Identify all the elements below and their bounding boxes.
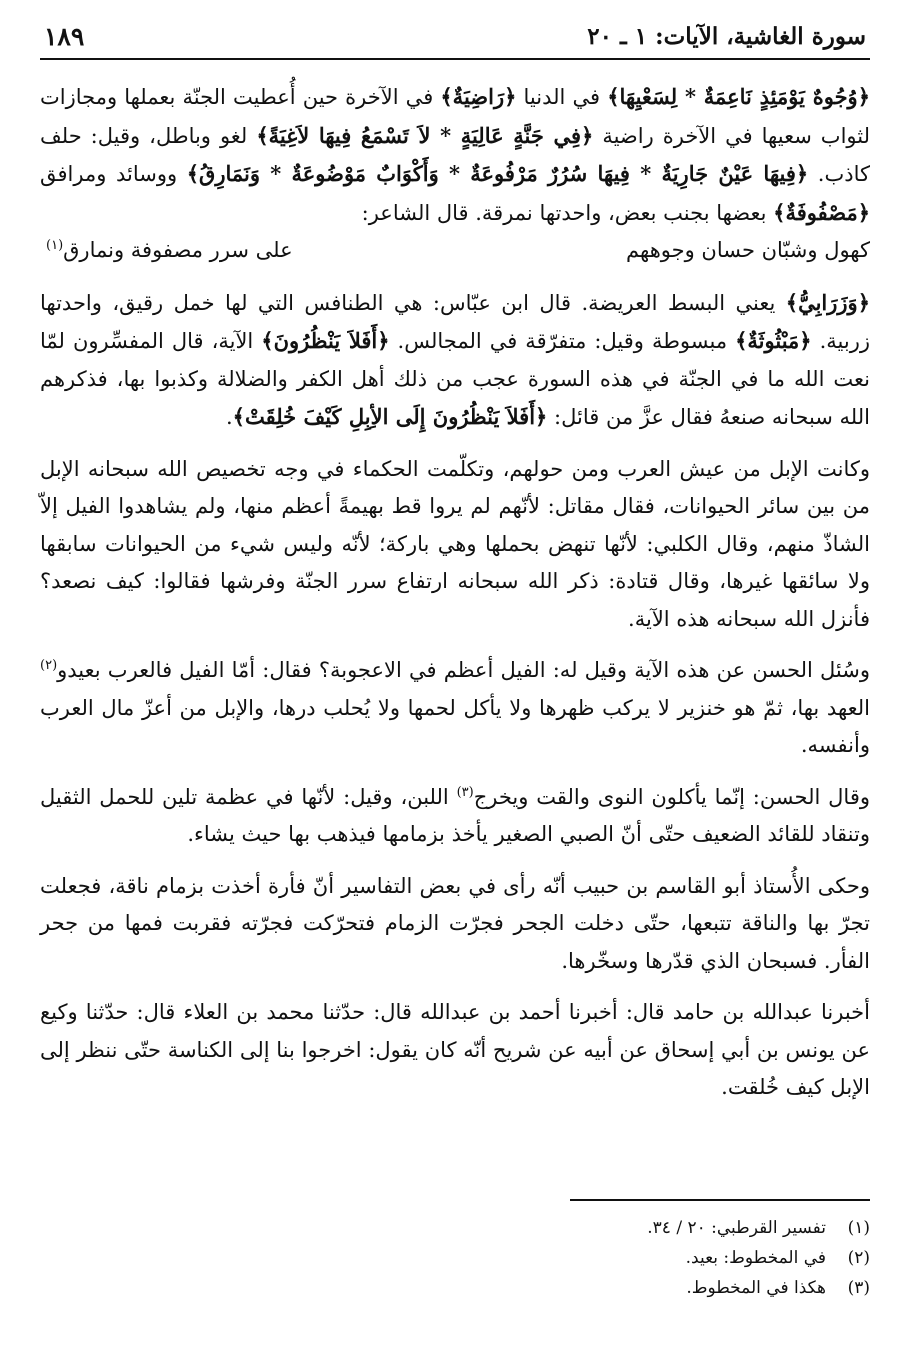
paragraph-6: وحكى الأُستاذ أبو القاسم بن حبيب أنّه رأى في بعض التفاسير أنّ فأرة أخذت بزمام ناقة، فجعلت تجرّ بها والناقة تتبعها، حتّى دخلت الجحر فجرّت الزمام فتحرّكت فجرّته فقربت فمها من جحر الفأر. فسبحان الذي قدّرها وسخّرها.: [40, 873, 870, 973]
quran-verse: ﴿مَبْثُوثَةٌ﴾: [735, 328, 812, 353]
quran-verse: ﴿مَصْفُوفَةٌ﴾: [773, 199, 870, 225]
paragraph-1: [40, 78, 870, 232]
commentary-text: مبسوطة وقيل: متفرّقة في المجالس.: [389, 329, 736, 353]
footnote-ref[interactable]: (٣): [456, 784, 474, 800]
commentary-text: اللبن، وقيل: لأنّها في عظمة تلين للحمل الثقيل وتنقاد للقائد الضعيف حتّى أنّ الصبي الصغير يأخذ بزمامها فيذهب بها حيث يشاء.: [40, 784, 870, 846]
commentary-text: في الآخرة حين أُعطيت الجنّة بعملها ومجازات لثواب سعيها في الآخرة راضية: [40, 85, 870, 148]
footnote-text: هكذا في المخطوط.: [686, 1278, 826, 1298]
paragraph-7: أخبرنا عبدالله بن حامد قال: أخبرنا أحمد بن عبدالله قال: حدّثنا محمد بن العلاء قال: حدّثنا وكيع عن يونس بن أبي إسحاق عن أبيه عن شريح أنّه كان يقول: اخرجوا بنا إلى الكناسة حتّى ننظر إلى الإبل كيف خُلقت.: [40, 1000, 870, 1099]
footnote-ref[interactable]: (١): [46, 238, 64, 253]
commentary-text: الآية، قال المفسِّرون لمّا نعت الله ما في الجنّة في هذه السورة عجب من ذلك أهل الكفر والضلالة وكذبوا بها، فذكرهم الله سبحانه صنعهُ فقال عزَّ من قائل:: [40, 329, 870, 429]
commentary-text: لغو وباطل، وقيل: حلف كاذب.: [40, 123, 870, 186]
poem-first-hemistich: كهول وشبّان حسان وجوههم: [626, 238, 870, 262]
quran-verse: ﴿أَفَلاَ يَنْظُرُونَ إِلَى الأِبِلِ كَيْفَ خُلِقَتْ﴾: [232, 404, 548, 429]
footnote-1: [40, 1213, 870, 1243]
paragraph-2: [40, 284, 870, 437]
footnote-number: (٣): [847, 1278, 870, 1298]
quran-verse: ﴿فِيهَا عَيْنٌ جَارِيَةٌ * فِيهَا سُرُرٌ مَرْفُوعَةٌ * وَأَكْوَابٌ مَوْضُوعَةٌ * وَنَمَارِقُ﴾: [186, 161, 809, 186]
paragraph-5: [40, 779, 870, 854]
surah-title: سورة الغاشية، الآيات: ١ ـ ٢٠: [587, 22, 866, 50]
commentary-text: في الدنيا: [516, 85, 608, 109]
quran-verse: ﴿وَزَرَابِيُّ﴾: [785, 289, 870, 315]
commentary-text: ووسائد ومرافق: [40, 162, 187, 186]
quran-verse: ﴿وُجُوهٌ يَوْمَئِذٍ نَاعِمَةٌ * لِسَعْيِهَا﴾: [607, 84, 871, 109]
footnote-divider: [570, 1199, 870, 1201]
commentary-text: وسُئل الحسن عن هذه الآية وقيل له: الفيل أعظم في الاعجوبة؟ فقال: أمّا الفيل فالعرب بعيدو: [57, 658, 870, 682]
page-body: [40, 78, 870, 1107]
footnotes: [40, 1199, 870, 1303]
commentary-text: يعني البسط العريضة. قال ابن عبّاس: هي الطنافس التي لها خمل رقيق، واحدتها زربية.: [40, 290, 871, 353]
commentary-text: .: [225, 405, 233, 429]
footnote-number: (٢): [847, 1248, 870, 1268]
commentary-text: العهد بها، ثمّ هو خنزير لا يركب ظهرها ولا يأكل لحمها ولا يُحلب درها، والإبل من أعزّ مال العرب وأنفسه.: [40, 695, 870, 757]
footnote-ref[interactable]: (٢): [40, 658, 58, 673]
book-page: [40, 14, 870, 1354]
poem-second-hemistich: [46, 232, 293, 270]
paragraph-3: وكانت الإبل من عيش العرب ومن حولهم، وتكلّمت الحكماء في وجه تخصيص الله سبحانه الإبل من بين سائر الحيوانات، فقال مقاتل: لأنّهم لم يروا قط بهيمةً أعظم منها، ولم يشاهدوا الفيل إلاّ الشاذّ منهم، وقال الكلبي: لأنّها تنهض بحملها وهي باركة؛ لأنّه وليس شيء من الحيوانات سابقها ولا سائقها غيرها، وقال قتادة: ذكر الله سبحانه ارتفاع سرر الجنّة وفرشها فقالوا: كيف نصعد؟ فأنزل الله سبحانه هذه الآية.: [40, 456, 870, 631]
quran-verse: ﴿أَفَلاَ يَنْظُرُونَ﴾: [261, 328, 390, 353]
paragraph-4: [40, 652, 870, 765]
commentary-text: بعضها بجنب بعض، واحدتها نمرقة. قال الشاعر:: [361, 200, 774, 225]
page-header: [40, 14, 870, 60]
quran-verse: ﴿رَاضِيَةٌ﴾: [440, 84, 517, 109]
footnote-3: [40, 1273, 870, 1303]
commentary-text: وقال الحسن: إنّما يأكلون النوى والقت ويخرج: [473, 784, 870, 809]
footnote-text: تفسير القرطبي: ٢٠ / ٣٤.: [647, 1218, 826, 1238]
poem-second-text: على سرر مصفوفة ونمارق: [63, 238, 293, 262]
quran-verse: ﴿فِي جَنَّةٍ عَالِيَةٍ * لاَ تَسْمَعُ فِيهَا لاَغِيَةً﴾: [256, 122, 594, 148]
footnote-number: (١): [847, 1218, 870, 1238]
footnote-2: [40, 1243, 870, 1273]
page-number: ١٨٩: [44, 21, 85, 51]
footnote-text: في المخطوط: بعيد.: [685, 1248, 826, 1268]
poem-verse: [40, 232, 870, 270]
